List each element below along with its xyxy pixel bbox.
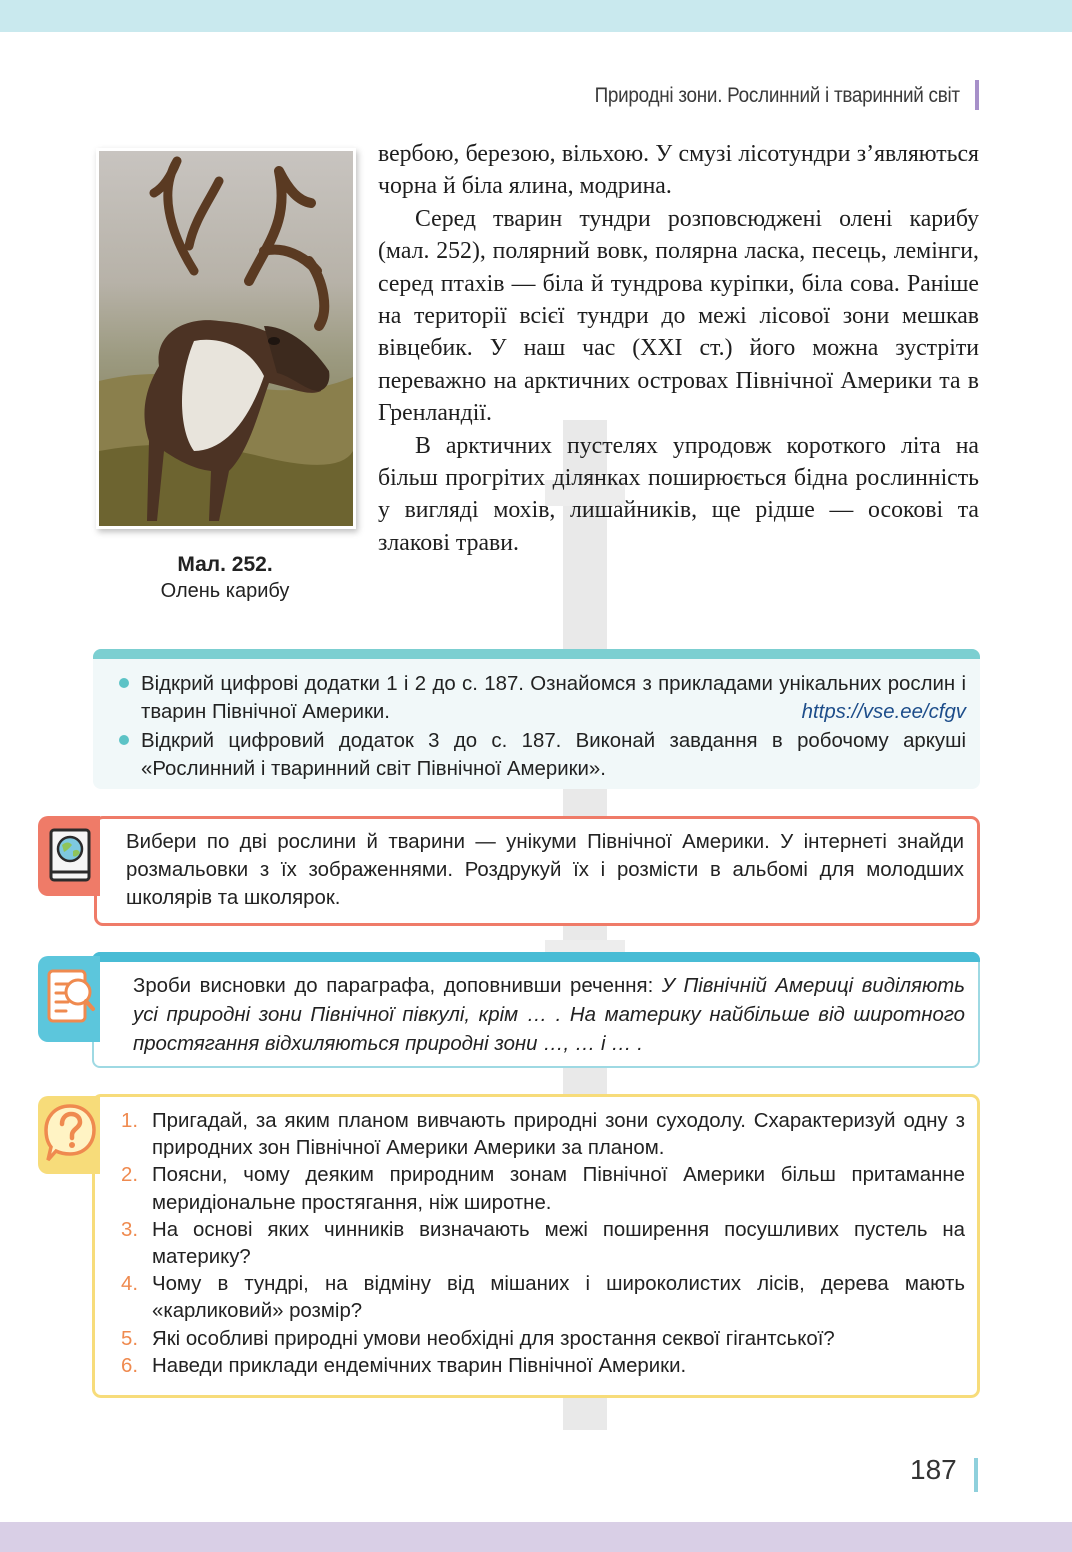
question-item [121, 1217, 965, 1271]
figure-caption [100, 553, 350, 603]
question-item [121, 1108, 965, 1162]
project-task-text: Вибери по дві рослини й тварини — унікуми Північної Америки. У інтернеті знайди розмальовки з їх зображеннями. Роздрукуй їх і розмісти в альбомі для молодших школярів та школярок. [126, 831, 964, 909]
globe-book-icon [48, 828, 92, 889]
paragraph: В арктичних пустелях упродовж короткого літа на більш прогрітих ділянках поширюється бідна рослинність у вигляді мохів, лишайників, ще рідше — осокові та злакові трави. [378, 432, 979, 556]
question-text: Пригадай, за яким планом вивчають природні зони суходолу. Схарактеризуй одну з природних зон Північної Америки Америки за планом. [152, 1110, 965, 1160]
main-text [378, 138, 979, 559]
digital-box-top-bar [93, 649, 980, 659]
question-number: 3. [121, 1218, 139, 1241]
caribou-photo [96, 148, 356, 529]
question-text: Поясни, чому деяким природним зонам Північної Америки більш притаманне меридіональне простягання, ніж широтне. [152, 1164, 965, 1214]
running-title-bar [975, 80, 979, 110]
question-item [121, 1162, 965, 1216]
figure-label: Мал. 252. [177, 553, 273, 576]
bullet-icon [119, 678, 129, 688]
question-bubble-icon [44, 1102, 96, 1175]
page-number-bar [974, 1458, 978, 1492]
digital-item-1-text: Відкрий цифрові додатки 1 і 2 до с. 187. Ознайомся з прикладами унікальних рослин і тварин Північної Америки. [141, 673, 966, 723]
question-number: 6. [121, 1354, 139, 1377]
question-text: Чому в тундрі, на відміну від мішаних і широколистих лісів, дерева мають «карликовий» розмір? [152, 1273, 965, 1323]
top-color-band [0, 0, 1072, 32]
conclusion-lead: Зроби висновки до параграфа, доповнивши речення: [133, 975, 662, 997]
paragraph: Серед тварин тундри розповсюджені олені карибу (мал. 252), полярний вовк, полярна ласка, песець, лемінги, серед птахів — біла й тундрова куріпки, біла сова. Раніше на території всієї тундри до межі лісової зони мешкав вівцебик. У наш час (XXI ст.) його можна зустріти переважно на арктичних островах Північної Америки та в Гренландії. [378, 205, 979, 427]
page-number: 187 [910, 1454, 957, 1485]
question-text: Наведи приклади ендемічних тварин Північної Америки. [152, 1354, 687, 1377]
conclusion-box-top-bar [92, 952, 980, 962]
bullet-icon [119, 735, 129, 745]
digital-resource-link[interactable]: https://vse.ee/cfgv [801, 701, 966, 723]
conclusion-italic: У Північній Америці виділяють усі природні зони Північної півкулі, крім … . На материку найбільше від широтного простягання відхиляються природні зони …, … і … . [133, 975, 965, 1055]
running-title: Природні зони. Рослинний і тваринний світ [594, 84, 960, 107]
document-search-icon [46, 966, 96, 1037]
digital-item-2: Відкрий цифровий додаток 3 до с. 187. Виконай завдання в робочому аркуші «Рослинний і тваринний світ Північної Америки». [141, 730, 966, 780]
digital-item-1 [141, 670, 966, 726]
question-number: 4. [121, 1273, 139, 1296]
question-number: 5. [121, 1327, 139, 1350]
question-item [121, 1271, 965, 1325]
conclusion-task-text [133, 972, 965, 1059]
question-item [121, 1353, 965, 1380]
questions-list [121, 1108, 965, 1380]
paragraph: вербою, березою, вільхою. У смузі лісотундри з’являються чорна й біла ялина, модрина. [378, 141, 979, 200]
bottom-color-band [0, 1522, 1072, 1552]
question-number: 1. [121, 1110, 139, 1132]
question-text: На основі яких чинників визначають межі поширення посушливих пустель на материку? [152, 1218, 965, 1269]
question-text: Які особливі природні умови необхідні для зростання секвої гігантської? [152, 1327, 835, 1350]
question-item [121, 1326, 965, 1353]
figure-caption-text: Олень карибу [160, 580, 290, 602]
question-number: 2. [121, 1164, 139, 1187]
digital-resources-box [93, 649, 980, 789]
